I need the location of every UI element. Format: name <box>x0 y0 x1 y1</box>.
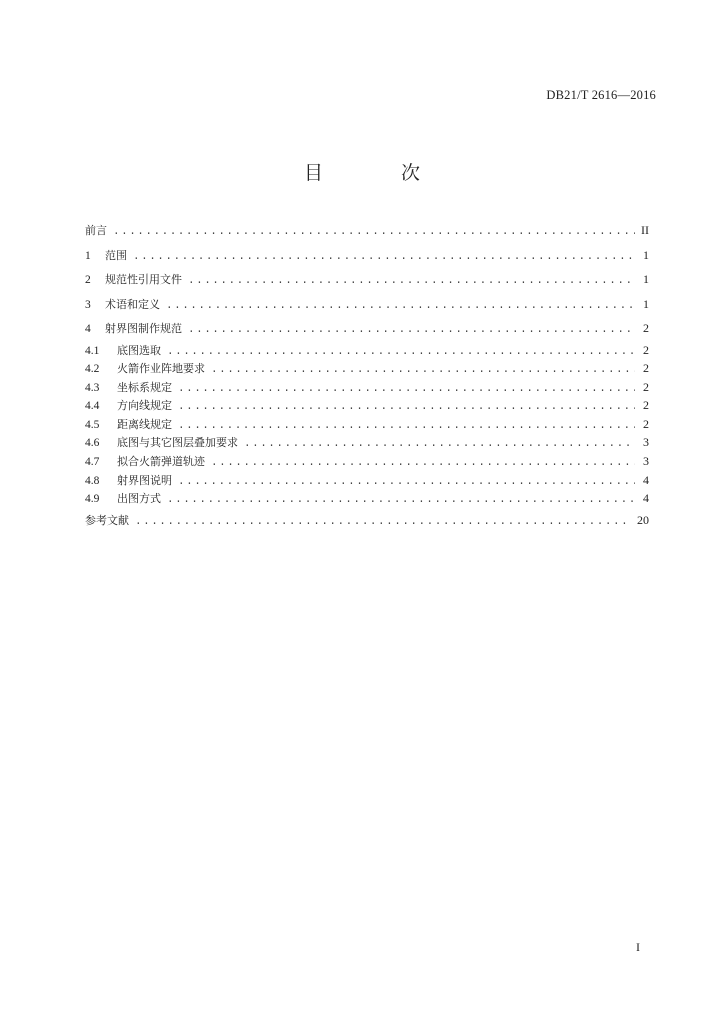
toc-entry-page: 3 <box>643 454 649 469</box>
toc-entry-number: 4.5 <box>85 418 100 431</box>
toc-entry-number: 3 <box>85 298 91 311</box>
toc-entry-label: 参考文献 <box>85 513 129 527</box>
page-number: I <box>636 940 640 954</box>
toc-entry-label: 射界图制作规范 <box>105 322 182 335</box>
toc-entry-number: 4.9 <box>85 493 100 506</box>
toc-entry[interactable] <box>85 396 649 415</box>
toc-entry[interactable] <box>85 218 649 243</box>
toc-entry-page: 2 <box>643 361 649 376</box>
toc-entry[interactable] <box>85 292 649 317</box>
toc-dot-leader <box>188 318 635 343</box>
toc-entry-number: 4.3 <box>85 381 100 394</box>
toc-entry-label: 方向线规定 <box>117 399 172 413</box>
toc-entry-label: 拟合火箭弹道轨迹 <box>117 455 205 469</box>
toc-entry-page: II <box>641 223 649 237</box>
toc-dot-leader <box>178 380 635 399</box>
toc-entry-page: 3 <box>643 435 649 450</box>
toc-dot-leader <box>166 294 635 319</box>
toc-entry[interactable] <box>85 243 649 268</box>
toc-dot-leader <box>211 361 635 380</box>
toc-dot-leader <box>188 269 635 294</box>
toc-dot-leader <box>135 510 631 535</box>
toc-entry-label: 火箭作业阵地要求 <box>117 362 205 376</box>
toc-entry[interactable] <box>85 359 649 378</box>
toc-dot-leader <box>167 343 635 362</box>
toc-entry[interactable] <box>85 508 649 533</box>
toc-entry-number: 4.4 <box>85 400 100 413</box>
toc-entry[interactable] <box>85 489 649 508</box>
toc-entry-page: 1 <box>643 296 649 311</box>
toc-entry-label: 底图与其它图层叠加要求 <box>117 436 238 450</box>
toc-entry[interactable] <box>85 267 649 292</box>
document-code: DB21/T 2616—2016 <box>546 88 656 102</box>
page-title: 目 次 <box>303 162 457 184</box>
toc-dot-leader <box>244 435 635 454</box>
toc-entry-number: 4.2 <box>85 363 100 376</box>
toc-entry-label: 底图选取 <box>117 343 161 357</box>
toc-entry[interactable] <box>85 378 649 397</box>
table-of-contents <box>85 218 649 532</box>
toc-entry-page: 4 <box>643 491 649 506</box>
toc-entry-page: 2 <box>643 321 649 335</box>
toc-entry-label: 范围 <box>105 248 127 262</box>
toc-entry-page: 1 <box>643 247 649 262</box>
toc-entry-label: 距离线规定 <box>117 417 172 431</box>
toc-entry-number: 1 <box>85 249 91 262</box>
toc-entry[interactable] <box>85 316 649 341</box>
toc-entry-page: 20 <box>637 512 649 527</box>
toc-entry-page: 2 <box>643 379 649 394</box>
toc-dot-leader <box>167 491 635 510</box>
toc-entry-number: 4.6 <box>85 437 100 450</box>
toc-dot-leader <box>211 454 635 473</box>
toc-dot-leader <box>133 245 635 270</box>
toc-dot-leader <box>178 398 635 417</box>
toc-entry-page: 4 <box>643 472 649 487</box>
toc-entry-number: 4 <box>85 323 91 335</box>
toc-dot-leader <box>178 417 635 436</box>
toc-entry-label: 坐标系规定 <box>117 380 172 394</box>
toc-entry[interactable] <box>85 471 649 490</box>
toc-entry-label: 术语和定义 <box>105 297 160 311</box>
toc-dot-leader <box>178 473 635 492</box>
toc-entry-number: 4.7 <box>85 456 100 469</box>
toc-entry-page: 1 <box>643 272 649 286</box>
toc-entry-label: 出图方式 <box>117 492 161 506</box>
toc-entry-label: 前言 <box>85 224 107 237</box>
toc-entry-label: 规范性引用文件 <box>105 273 182 286</box>
toc-entry-page: 2 <box>643 416 649 431</box>
toc-entry-number: 4.1 <box>85 344 100 357</box>
toc-entry[interactable] <box>85 341 649 360</box>
toc-entry-page: 2 <box>643 342 649 357</box>
toc-entry[interactable] <box>85 415 649 434</box>
toc-entry-label: 射界图说明 <box>117 473 172 487</box>
toc-entry-number: 4.8 <box>85 474 100 487</box>
toc-entry[interactable] <box>85 452 649 471</box>
toc-entry-number: 2 <box>85 274 91 286</box>
toc-entry[interactable] <box>85 433 649 452</box>
toc-entry-page: 2 <box>643 398 649 413</box>
toc-dot-leader <box>113 220 635 245</box>
